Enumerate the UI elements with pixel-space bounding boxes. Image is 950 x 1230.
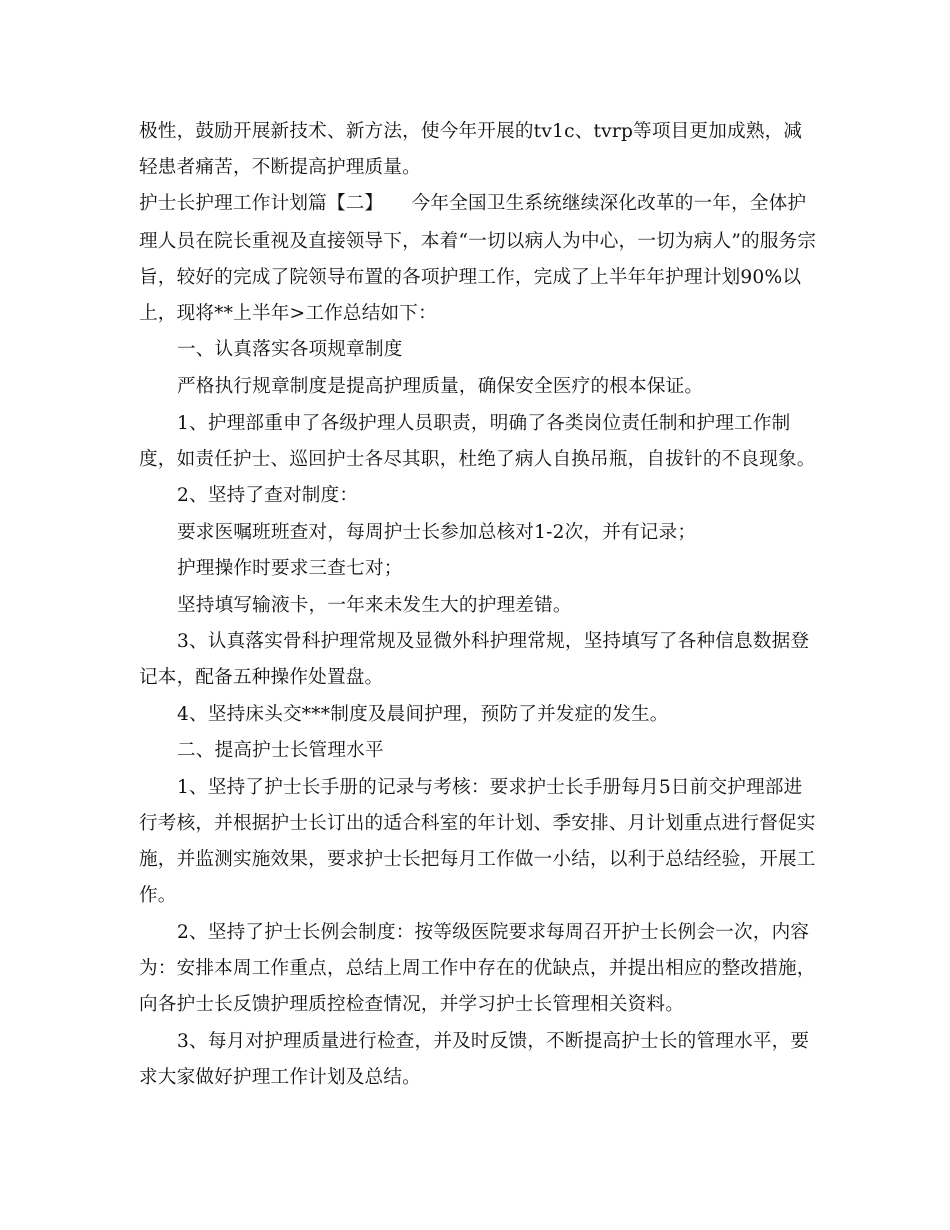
text-line-6: 上，现将**上半年>工作总结如下： xyxy=(139,303,437,324)
text-line-5: 旨，较好的完成了院领导布置的各项护理工作，完成了上半年年护理计划90%以 xyxy=(139,267,802,288)
text-line-25: 向各护士长反馈护理质控检查情况，并学习护士长管理相关资料。 xyxy=(139,994,685,1015)
text-line-21: 施，并监测实施效果，要求护士长把每月工作做一小结，以利于总结经验，开展工 xyxy=(139,849,816,870)
text-line-26: 3、每月对护理质量进行检查，并及时反馈，不断提高护士长的管理水平，要 xyxy=(177,1031,810,1052)
section-heading-line: 护士长护理工作计划篇【二】 今年全国卫生系统继续深化改革的一年，全体护 xyxy=(139,193,807,214)
text-line-20: 行考核，并根据护士长订出的适合科室的年计划、季安排、月计划重点进行督促实 xyxy=(139,813,816,834)
text-line-8: 严格执行规章制度是提高护理质量，确保安全医疗的根本保证。 xyxy=(177,376,704,397)
text-line-12: 要求医嘱班班查对，每周护士长参加总核对1-2次，并有记录； xyxy=(177,522,697,543)
text-line-19: 1、坚持了护士长手册的记录与考核：要求护士长手册每月5日前交护理部进 xyxy=(177,777,803,798)
text-line-9: 1、护理部重申了各级护理人员职责，明确了各类岗位责任制和护理工作制 xyxy=(177,413,791,434)
text-line-13: 护理操作时要求三查七对； xyxy=(177,558,403,579)
text-line-14: 坚持填写输液卡，一年来未发生大的护理差错。 xyxy=(177,595,572,616)
text-line-11: 2、坚持了查对制度： xyxy=(177,485,359,506)
text-line-22: 作。 xyxy=(139,885,177,906)
text-line-4: 理人员在院长重视及直接领导下，本着“一切以病人为中心，一切为病人”的服务宗 xyxy=(139,231,817,252)
text-line-17: 4、坚持床头交***制度及晨间护理，预防了并发症的发生。 xyxy=(177,704,669,725)
subheading-1: 一、认真落实各项规章制度 xyxy=(177,339,403,360)
text-line-27: 求大家做好护理工作计划及总结。 xyxy=(139,1067,421,1088)
text-line-10: 度，如责任护士、巡回护士各尽其职，杜绝了病人自换吊瓶，自拔针的不良现象。 xyxy=(139,449,816,470)
text-line-15: 3、认真落实骨科护理常规及显微外科护理常规，坚持填写了各种信息数据登 xyxy=(177,631,810,652)
text-line-16: 记本，配备五种操作处置盘。 xyxy=(139,667,384,688)
text-line-24: 为：安排本周工作重点，总结上周工作中存在的优缺点，并提出相应的整改措施， xyxy=(139,958,816,979)
text-line-23: 2、坚持了护士长例会制度：按等级医院要求每周召开护士长例会一次，内容 xyxy=(177,922,810,943)
text-line-1: 极性，鼓励开展新技术、新方法，使今年开展的tv1c、tvrp等项目更加成熟，减 xyxy=(139,121,803,142)
subheading-2: 二、提高护士长管理水平 xyxy=(177,740,384,761)
text-line-2: 轻患者痛苦，不断提高护理质量。 xyxy=(139,157,421,178)
